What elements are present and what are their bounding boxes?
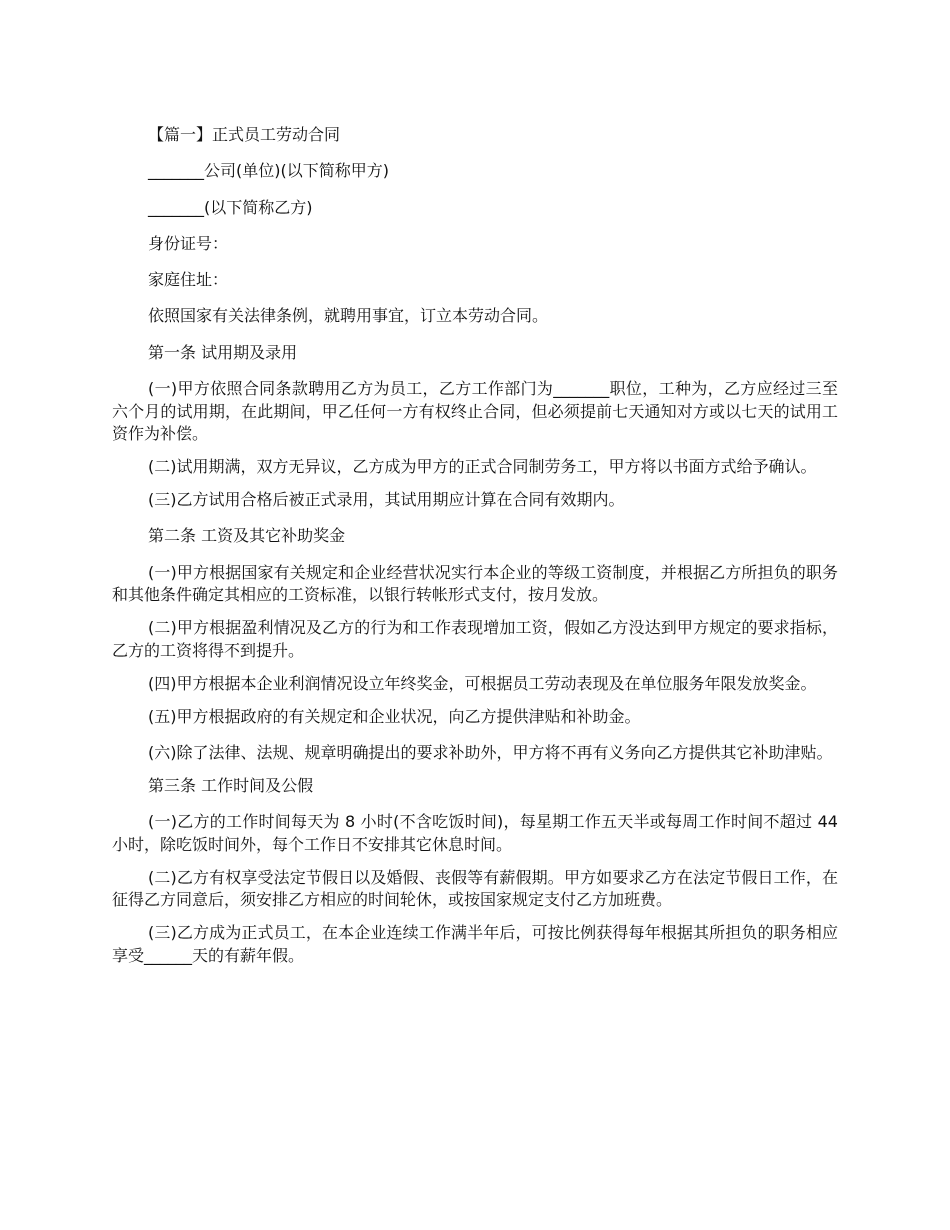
id-number-line: 身份证号： (148, 233, 229, 253)
clause-paragraph: (五)甲方根据政府的有关规定和企业状况，向乙方提供津贴和补助金。 (148, 706, 641, 726)
article-heading: 第三条 工作时间及公假 (148, 775, 314, 795)
party-a-line: _______公司(单位)(以下简称甲方) (148, 161, 389, 181)
home-address-line: 家庭住址： (148, 270, 229, 290)
party-b-line: _______(以下简称乙方) (148, 197, 313, 217)
article-heading: 第二条 工资及其它补助奖金 (148, 526, 346, 546)
document-page (112, 124, 838, 978)
preamble: 依照国家有关法律条例，就聘用事宜，订立本劳动合同。 (148, 306, 549, 326)
article-heading: 第一条 试用期及录用 (148, 342, 298, 362)
clause-paragraph: (六)除了法律、法规、规章明确提出的要求补助外，甲方将不再有义务向乙方提供其它补助津贴。 (148, 742, 833, 762)
clause-paragraph: (一)甲方依照合同条款聘用乙方为员工，乙方工作部门为_______职位，工种为，乙方应经过三至六个月的试用期，在此期间，甲乙任何一方有权终止合同，但必须提前七天通知对方或以七天的试用工资作为补偿。 (112, 379, 838, 444)
clause-paragraph: (二)甲方根据盈利情况及乙方的行为和工作表现增加工资，假如乙方没达到甲方规定的要求指标，乙方的工资将得不到提升。 (112, 618, 838, 660)
clause-paragraph: (三)乙方成为正式员工，在本企业连续工作满半年后，可按比例获得每年根据其所担负的职务相应享受______天的有薪年假。 (112, 923, 838, 965)
document-title: 【篇一】正式员工劳动合同 (148, 125, 341, 144)
clause-paragraph: (二)试用期满，双方无异议，乙方成为甲方的正式合同制劳务工，甲方将以书面方式给予确认。 (148, 457, 817, 477)
clause-paragraph: (一)乙方的工作时间每天为 8 小时(不含吃饭时间)，每星期工作五天半或每周工作时间不超过 44 小时，除吃饭时间外，每个工作日不安排其它休息时间。 (112, 812, 838, 854)
clause-paragraph: (三)乙方试用合格后被正式录用，其试用期应计算在合同有效期内。 (148, 490, 625, 510)
clause-paragraph: (二)乙方有权享受法定节假日以及婚假、丧假等有薪假期。甲方如要求乙方在法定节假日工作，在征得乙方同意后，须安排乙方相应的时间轮休，或按国家规定支付乙方加班费。 (112, 867, 838, 910)
clause-paragraph: (一)甲方根据国家有关规定和企业经营状况实行本企业的等级工资制度，并根据乙方所担负的职务和其他条件确定其相应的工资标准，以银行转帐形式支付，按月发放。 (112, 562, 838, 605)
clause-paragraph: (四)甲方根据本企业利润情况设立年终奖金，可根据员工劳动表现及在单位服务年限发放奖金。 (148, 673, 817, 693)
